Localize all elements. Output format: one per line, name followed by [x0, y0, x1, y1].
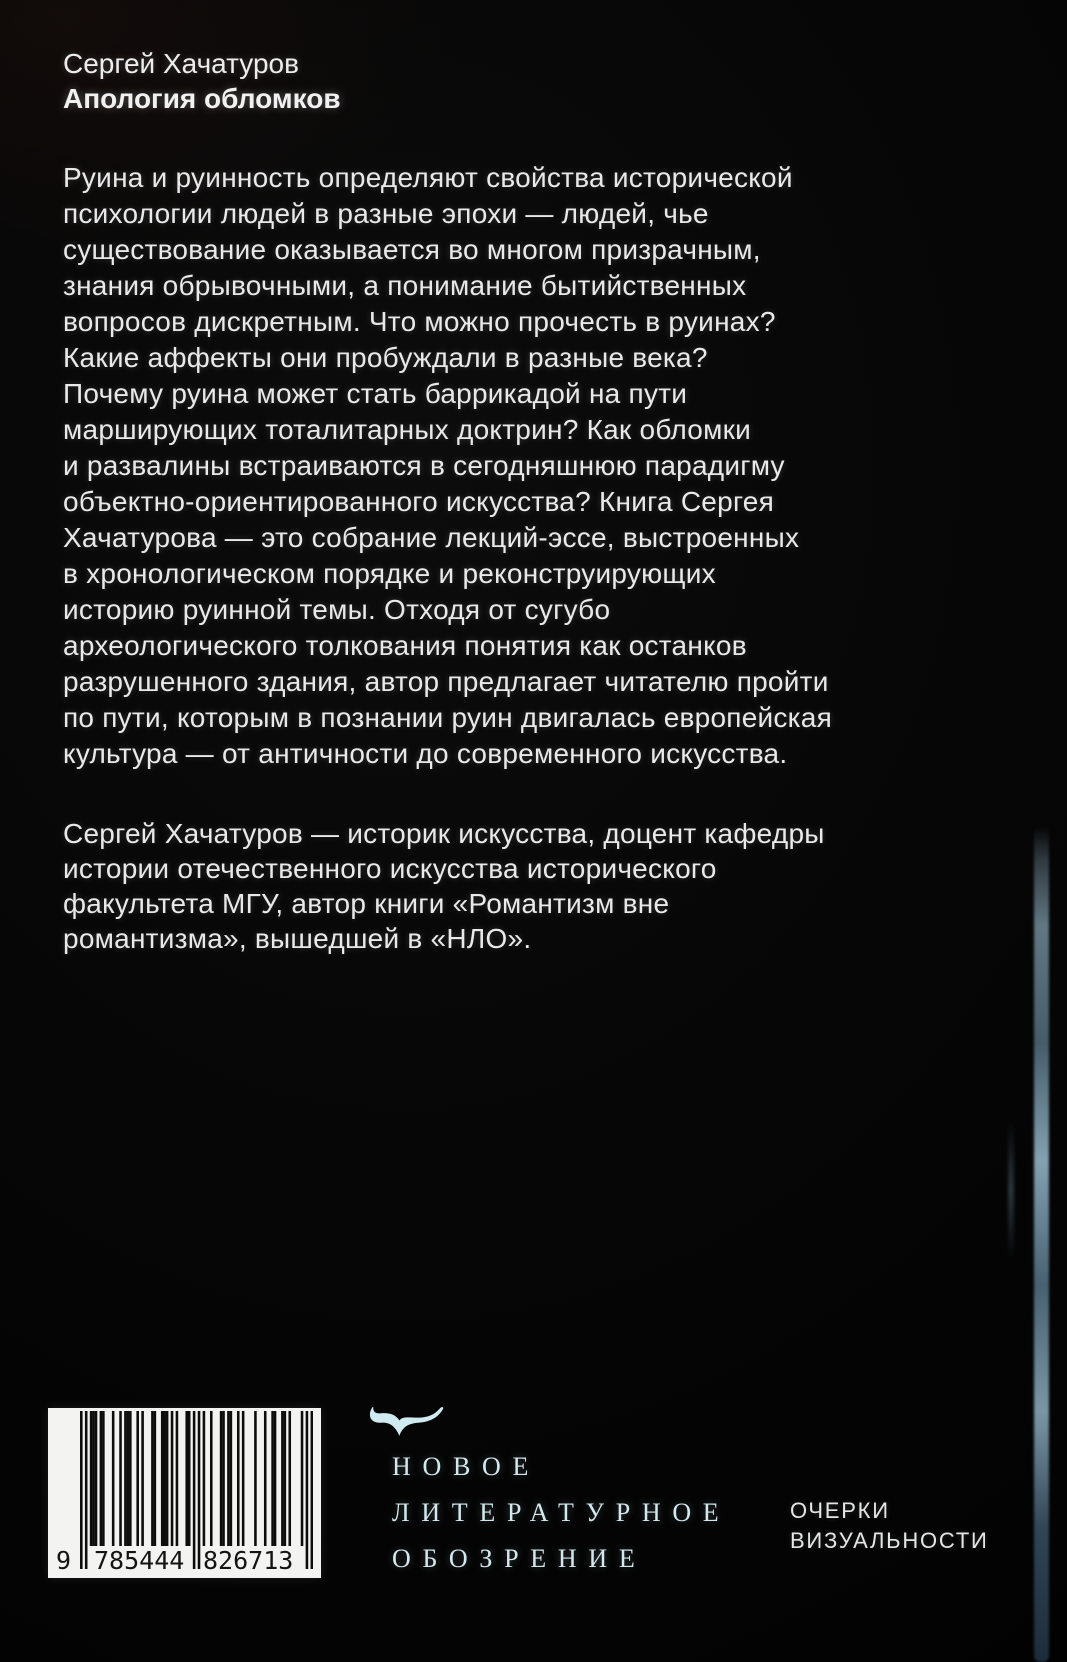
- barcode-digit-first: 9: [56, 1546, 72, 1575]
- publisher-name: [392, 1444, 730, 1582]
- text-line: знания обрывочными, а понимание бытийственных: [63, 270, 747, 301]
- series-label: [790, 1496, 989, 1556]
- text-line: факультета МГУ, автор книги «Романтизм вне: [63, 888, 670, 919]
- text-line: культура — от античности до современного искусства.: [63, 738, 788, 769]
- text-line: марширующих тоталитарных доктрин? Как обломки: [63, 414, 751, 445]
- text-line: истории отечественного искусства исторического: [63, 853, 717, 884]
- text-line: по пути, которым в познании руин двигалась европейская: [63, 702, 833, 733]
- cover-scuff-streak: [1034, 826, 1049, 1662]
- publisher-name-line: ОБОЗРЕНИЕ: [392, 1544, 647, 1573]
- barcode-digits-right: 826713: [203, 1546, 294, 1575]
- text-line: в хронологическом порядке и реконструирующих: [63, 558, 716, 589]
- header: [63, 46, 341, 116]
- text-line: археологического толкования понятия как останков: [63, 630, 747, 661]
- publisher-name-line: ЛИТЕРАТУРНОЕ: [392, 1498, 731, 1527]
- text-line: Руина и руинность определяют свойства исторической: [63, 162, 793, 193]
- text-line: разрушенного здания, автор предлагает читателю пройти: [63, 666, 829, 697]
- text-line: Сергей Хачатуров — историк искусства, доцент кафедры: [63, 818, 825, 849]
- series-label-line: ОЧЕРКИ: [790, 1498, 890, 1523]
- text-line: объектно-ориентированного искусства? Книга Сергея: [63, 486, 775, 517]
- text-line: Почему руина может стать баррикадой на пути: [63, 378, 688, 409]
- text-line: и развалины встраиваются в сегодняшнюю парадигму: [63, 450, 785, 481]
- text-line: Какие аффекты они пробуждали в разные века?: [63, 342, 708, 373]
- text-line: существование оказывается во многом призрачным,: [63, 234, 761, 265]
- text-line: Хачатурова — это собрание лекций-эссе, выстроенных: [63, 522, 800, 553]
- author-name: Сергей Хачатуров: [63, 48, 299, 79]
- book-title: Апология обломков: [63, 83, 341, 114]
- barcode-number: [0, 1546, 294, 1576]
- barcode-digits-left: 785444: [94, 1546, 185, 1575]
- text-line: романтизма», вышедшей в «НЛО».: [63, 923, 532, 954]
- series-label-line: ВИЗУАЛЬНОСТИ: [790, 1528, 989, 1553]
- cover-scuff-streak-faint: [1008, 1120, 1014, 1260]
- publisher-name-line: НОВОЕ: [392, 1452, 541, 1481]
- nlo-swash-icon: [366, 1402, 446, 1442]
- author-bio: [63, 816, 825, 956]
- annotation-text: [63, 160, 832, 772]
- text-line: психологии людей в разные эпохи — людей, чье: [63, 198, 709, 229]
- text-line: историю руинной темы. Отходя от сугубо: [63, 594, 611, 625]
- text-line: вопросов дискретным. Что можно прочесть в руинах?: [63, 306, 776, 337]
